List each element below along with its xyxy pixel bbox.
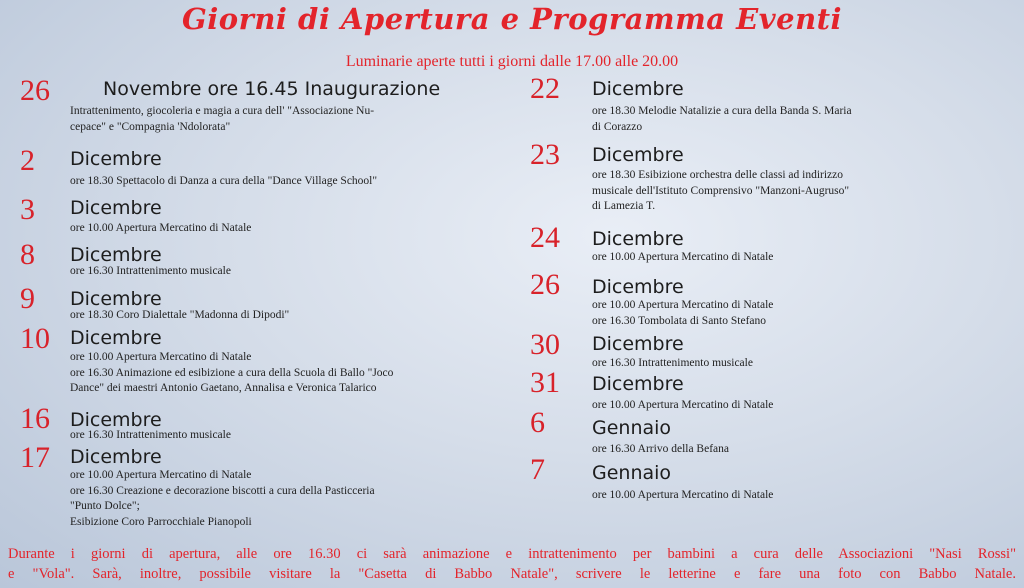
event-detail-line: Esibizione Coro Parrocchiale Pianopoli xyxy=(70,515,252,528)
event-detail-line: ore 18.30 Spettacolo di Danza a cura della "Dance Village School" xyxy=(70,175,378,187)
day-number: 8 xyxy=(20,238,35,271)
footer-line-2: e "Vola". Sarà, inoltre, possibile visitare la "Casetta di Babbo Natale", scrivere le letterine e fare una foto con Babbo Natale. xyxy=(8,566,1016,582)
day-number: 22 xyxy=(530,72,560,105)
event-detail-line: ore 16.30 Animazione ed esibizione a cura della Scuola di Ballo "Joco xyxy=(70,366,394,379)
event-detail-line: ore 10.00 Apertura Mercatino di Natale xyxy=(70,469,252,481)
page-subtitle: Luminarie aperte tutti i giorni dalle 17.00 alle 20.00 xyxy=(345,53,679,70)
event-heading: Dicembre xyxy=(70,197,162,219)
day-number: 26 xyxy=(20,74,50,107)
day-number: 26 xyxy=(530,268,560,301)
day-number: 31 xyxy=(530,366,560,399)
event-detail-line: ore 10.00 Apertura Mercatino di Natale xyxy=(592,251,774,263)
event-heading: Dicembre xyxy=(70,148,162,170)
event-detail-line: ore 10.00 Apertura Mercatino di Natale xyxy=(70,351,252,363)
footer-line-1: Durante i giorni di apertura, alle ore 16.30 ci sarà animazione e intrattenimento per bambini a cura delle Associazioni "Nasi Rossi" xyxy=(8,546,1016,562)
event-heading: Dicembre xyxy=(592,228,684,250)
event-heading: Dicembre xyxy=(70,409,162,431)
day-number: 7 xyxy=(530,453,545,486)
event-detail-line: di Corazzo xyxy=(592,120,643,133)
event-heading: Dicembre xyxy=(70,288,162,310)
event-heading: Dicembre xyxy=(592,78,684,100)
event-detail-line: ore 16.30 Creazione e decorazione biscotti a cura della Pasticceria xyxy=(70,484,375,497)
event-detail-line: ore 16.30 Intrattenimento musicale xyxy=(70,265,231,277)
event-detail-line: ore 18.30 Melodie Natalizie a cura della Banda S. Maria xyxy=(592,105,852,117)
event-detail-line: ore 10.00 Apertura Mercatino di Natale xyxy=(592,399,774,411)
event-detail-line: ore 16.30 Intrattenimento musicale xyxy=(70,429,231,441)
page-title: Giorni di Apertura e Programma Eventi xyxy=(181,2,843,36)
event-heading: Dicembre xyxy=(70,244,162,266)
event-heading: Dicembre xyxy=(70,327,162,349)
event-heading: Dicembre xyxy=(592,276,684,298)
day-number: 30 xyxy=(530,328,560,361)
event-detail-line: ore 16.30 Intrattenimento musicale xyxy=(592,357,753,369)
event-detail-line: musicale dell'Istituto Comprensivo "Manzoni-Augruso" xyxy=(592,184,850,197)
event-detail-line: ore 10.00 Apertura Mercatino di Natale xyxy=(592,489,774,501)
event-detail-line: ore 10.00 Apertura Mercatino di Natale xyxy=(592,299,774,311)
event-heading: Dicembre xyxy=(592,333,684,355)
event-heading: Gennaio xyxy=(592,417,672,439)
event-heading: Dicembre xyxy=(592,373,684,395)
footer-note xyxy=(8,544,1016,584)
day-number: 10 xyxy=(20,322,50,355)
day-number: 6 xyxy=(530,406,545,439)
event-detail-line: ore 18.30 Coro Dialettale "Madonna di Dipodi" xyxy=(70,309,290,321)
event-detail-line: ore 10.00 Apertura Mercatino di Natale xyxy=(70,222,252,234)
day-number: 16 xyxy=(20,402,50,435)
event-detail-line: cepace" e "Compagnia 'Ndolorata" xyxy=(70,120,231,133)
event-detail-line: ore 16.30 Tombolata di Santo Stefano xyxy=(592,314,767,327)
event-detail-line: Intrattenimento, giocoleria e magia a cura dell' "Associazione Nu- xyxy=(70,105,375,117)
event-detail-line: ore 18.30 Esibizione orchestra delle classi ad indirizzo xyxy=(592,169,843,181)
event-detail-line: di Lamezia T. xyxy=(592,200,656,212)
event-detail-line: Dance" dei maestri Antonio Gaetano, Annalisa e Veronica Talarico xyxy=(70,382,377,394)
day-number: 9 xyxy=(20,282,35,315)
day-number: 2 xyxy=(20,144,35,177)
event-heading: Dicembre xyxy=(592,144,684,166)
event-heading: Gennaio xyxy=(592,462,672,484)
day-number: 17 xyxy=(20,441,50,474)
event-detail-line: ore 16.30 Arrivo della Befana xyxy=(592,443,729,455)
event-detail-line: "Punto Dolce"; xyxy=(70,500,140,512)
day-number: 24 xyxy=(530,221,560,254)
event-heading: Novembre ore 16.45 Inaugurazione xyxy=(103,78,441,100)
day-number: 3 xyxy=(20,193,35,226)
event-heading: Dicembre xyxy=(70,446,162,468)
day-number: 23 xyxy=(530,138,560,171)
